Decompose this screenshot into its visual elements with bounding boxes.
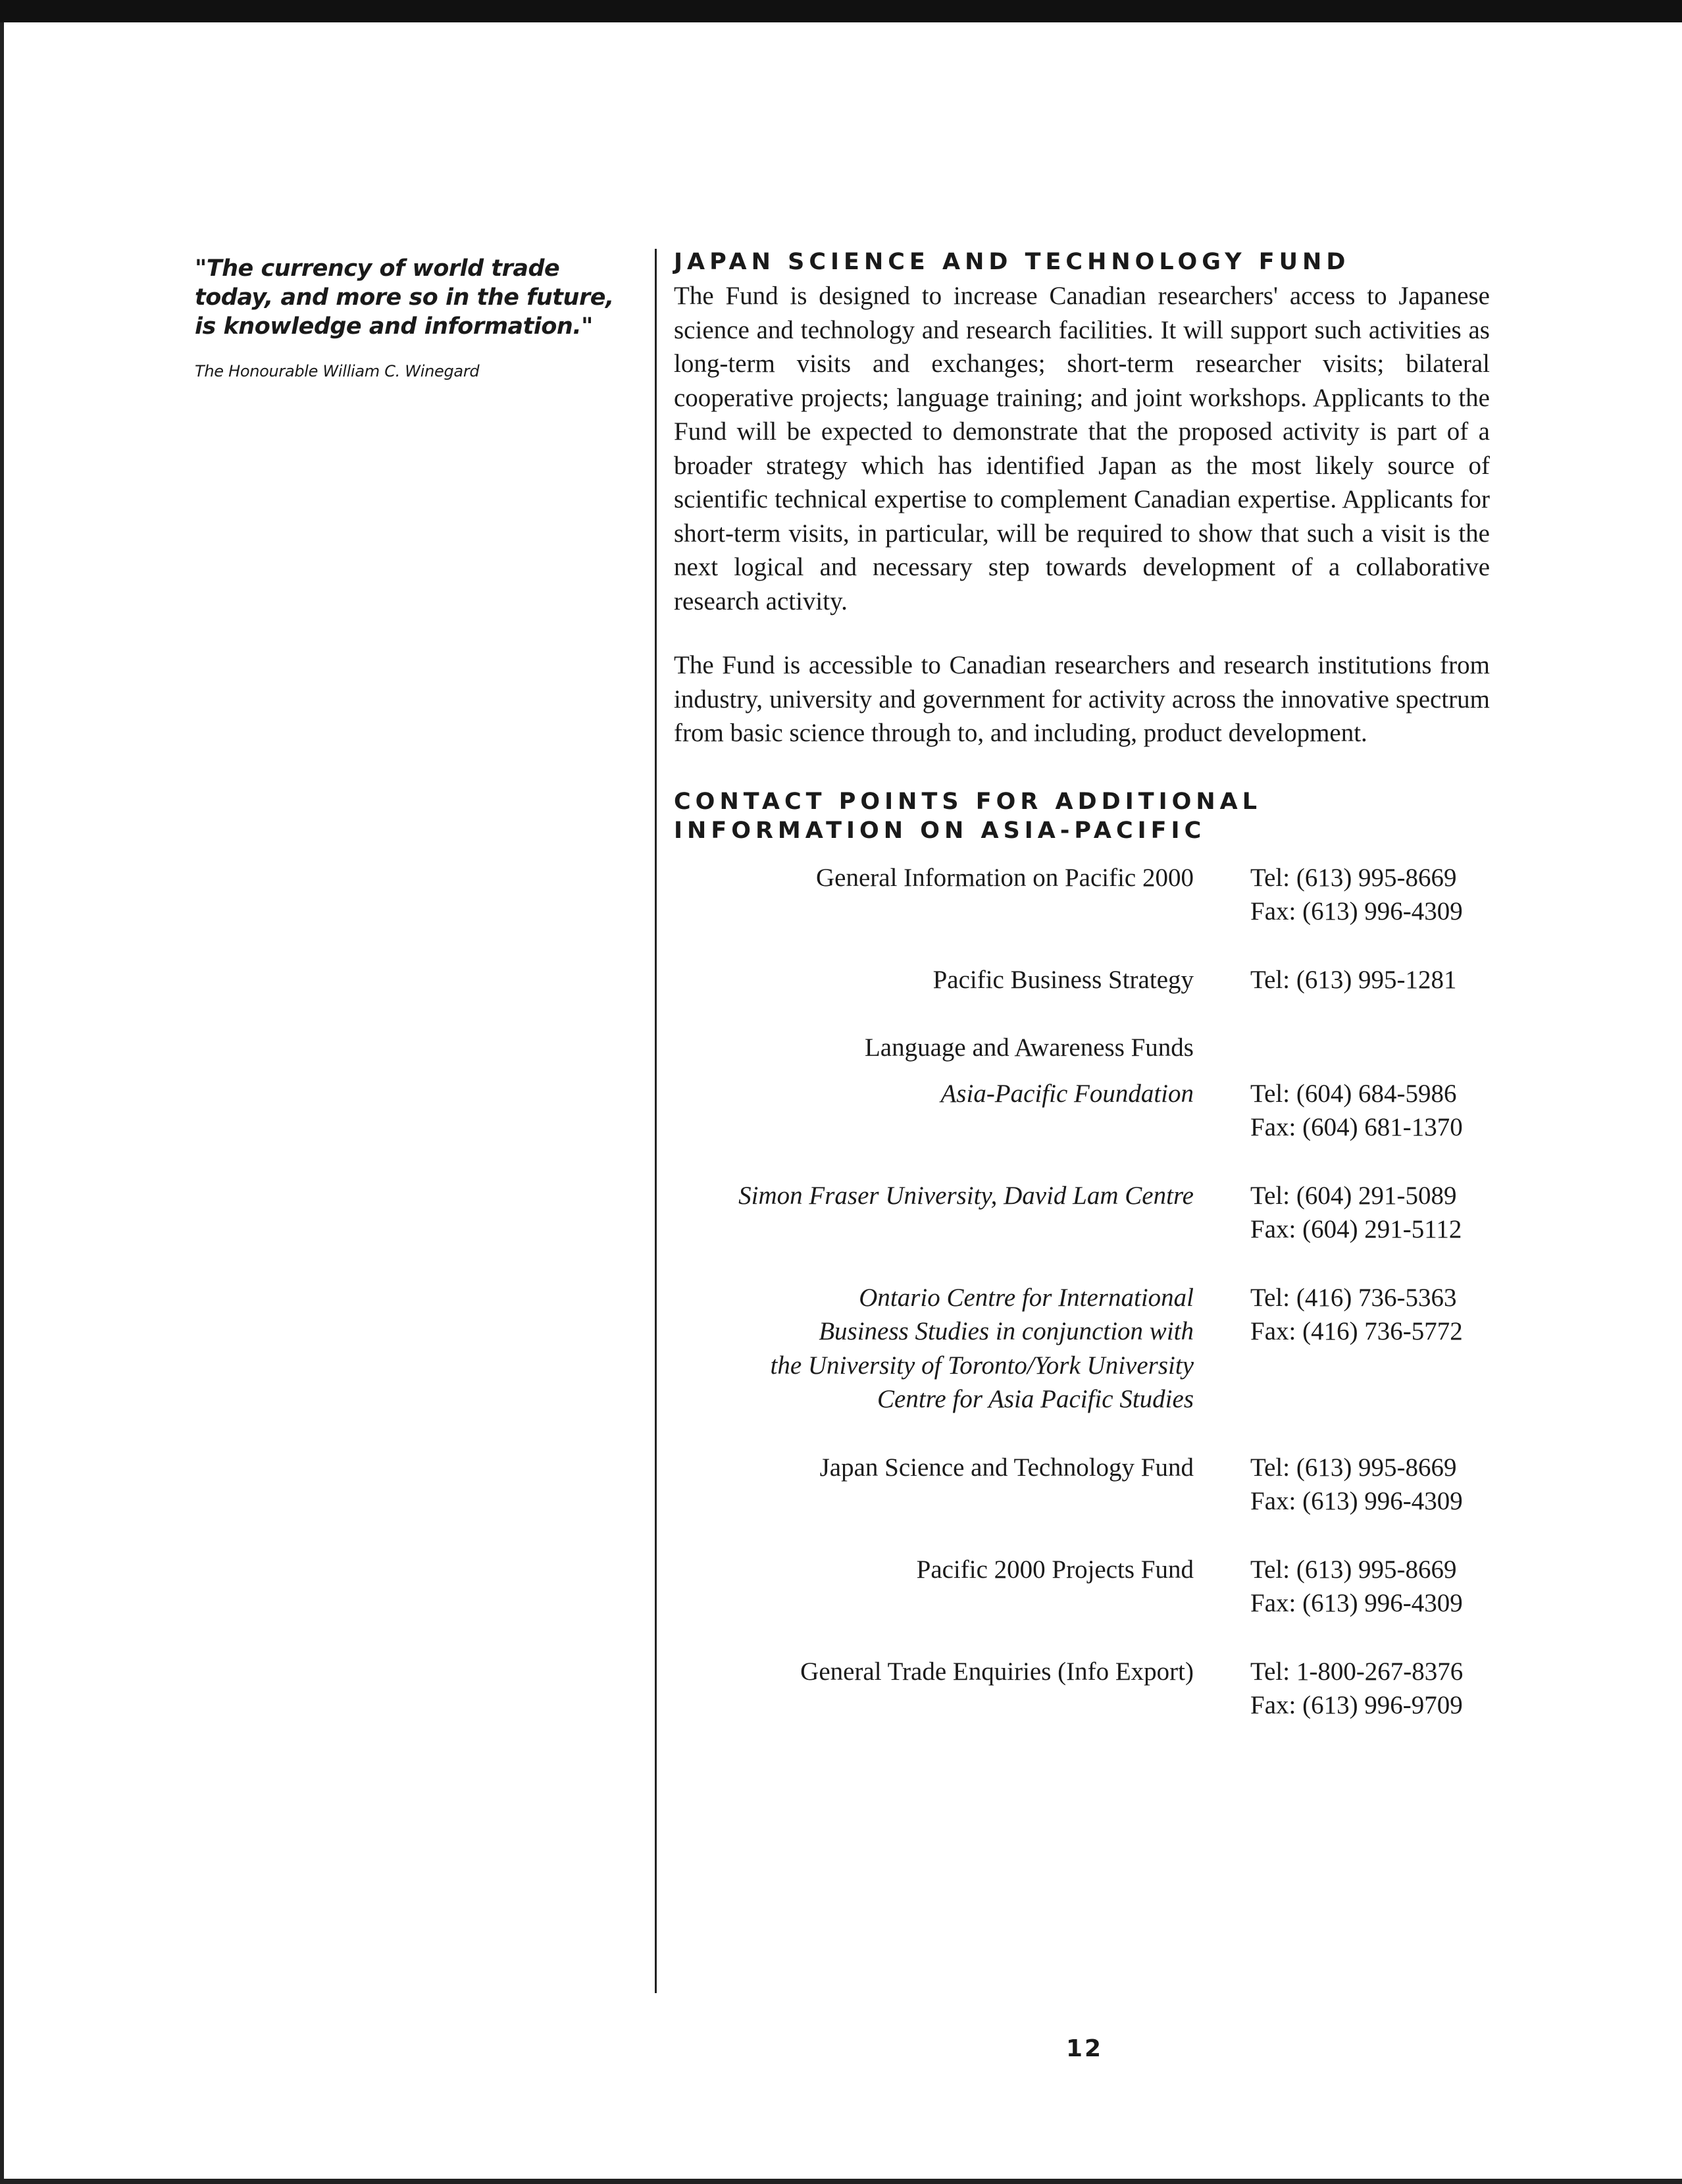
fund-paragraph-2: The Fund is accessible to Canadian researchers and research institutions from industry, university and government for activity across the innovative spectrum from basic science through to, and including, product development. [674,651,1490,747]
contact-list [674,861,1490,1723]
page-number: 12 [1066,2035,1104,2062]
contact-tel: Tel: (613) 995-8669 [1250,1453,1457,1482]
contacts-heading [674,787,1490,845]
contact-numbers [1250,1179,1462,1247]
contact-numbers [1250,1655,1463,1723]
contact-name: Japan Science and Technology Fund [819,1453,1194,1482]
contact-row [674,1281,1490,1417]
contact-fax: Fax: (613) 996-4309 [1250,1487,1463,1515]
column-divider [655,249,657,1993]
contact-fax: Fax: (613) 996-4309 [1250,897,1463,925]
sidebar [195,254,616,380]
contact-name: Pacific Business Strategy [932,965,1194,994]
contact-fax: Fax: (613) 996-9709 [1250,1691,1463,1719]
pull-quote: "The currency of world trade today, and more so in the future, is knowledge and information." [195,255,614,340]
quote-attribution: The Honourable William C. Winegard [195,362,480,380]
contact-row [674,963,1490,997]
contact-tel: Tel: 1-800-267-8376 [1250,1657,1464,1686]
contact-tel: Tel: (604) 291-5089 [1250,1181,1457,1210]
contact-tel: Tel: (613) 995-8669 [1250,863,1457,892]
contact-fax: Fax: (416) 736-5772 [1250,1317,1463,1345]
contact-row [674,1451,1490,1519]
fund-paragraph-1: The Fund is designed to increase Canadian researchers' access to Japanese science and technology and research facilities. It will support such activities as long-term visits and exchanges; short-term researcher visits; bilateral cooperative projects; language training; and joint workshops. Applicants to the Fund will be expected to demonstrate that the proposed activity is part of a broader strategy which has identified Japan as the most likely source of scientific technical expertise to complement Canadian expertise. Applicants for short-term visits, in particular, will be required to show that such a visit is the next logical and necessary step towards development of a collaborative research activity. [674,282,1490,615]
scan-top-border [0,0,1682,22]
contact-numbers [1250,1553,1463,1621]
contact-numbers [1250,861,1463,929]
contact-tel: Tel: (604) 684-5986 [1250,1079,1457,1108]
contact-numbers [1250,963,1457,997]
contact-name: Simon Fraser University, David Lam Centre [738,1181,1194,1210]
contact-numbers [1250,1077,1463,1145]
scan-bottom-border [0,2179,1682,2184]
contact-fax: Fax: (604) 681-1370 [1250,1113,1463,1141]
contact-fax: Fax: (613) 996-4309 [1250,1589,1463,1617]
contact-numbers [1250,1451,1463,1519]
contact-row [674,861,1490,929]
contact-tel: Tel: (613) 995-8669 [1250,1555,1457,1584]
contact-row [674,1655,1490,1723]
contact-row [674,1179,1490,1247]
contact-name: Ontario Centre for International Business Studies in conjunction with the University of Toronto/York University Centre for Asia Pacific Studies [770,1283,1194,1413]
contacts-heading-line-2: INFORMATION ON ASIA-PACIFIC [674,817,1206,844]
contact-row [674,1077,1490,1145]
main-column [674,247,1490,1757]
contact-group-label-row [674,1031,1490,1065]
scan-left-border [0,22,4,2184]
contact-name: Asia-Pacific Foundation [940,1079,1194,1108]
contact-tel: Tel: (613) 995-1281 [1250,965,1457,994]
fund-heading: JAPAN SCIENCE AND TECHNOLOGY FUND [674,249,1350,275]
contact-name: General Information on Pacific 2000 [816,863,1194,892]
contact-name: Pacific 2000 Projects Fund [916,1555,1194,1584]
contact-fax: Fax: (604) 291-5112 [1250,1215,1462,1243]
contact-tel: Tel: (416) 736-5363 [1250,1283,1457,1312]
contact-numbers [1250,1281,1463,1417]
contacts-heading-line-1: CONTACT POINTS FOR ADDITIONAL [674,788,1262,815]
contact-name: General Trade Enquiries (Info Export) [800,1657,1194,1686]
contact-row [674,1553,1490,1621]
contact-group-label: Language and Awareness Funds [864,1033,1194,1062]
